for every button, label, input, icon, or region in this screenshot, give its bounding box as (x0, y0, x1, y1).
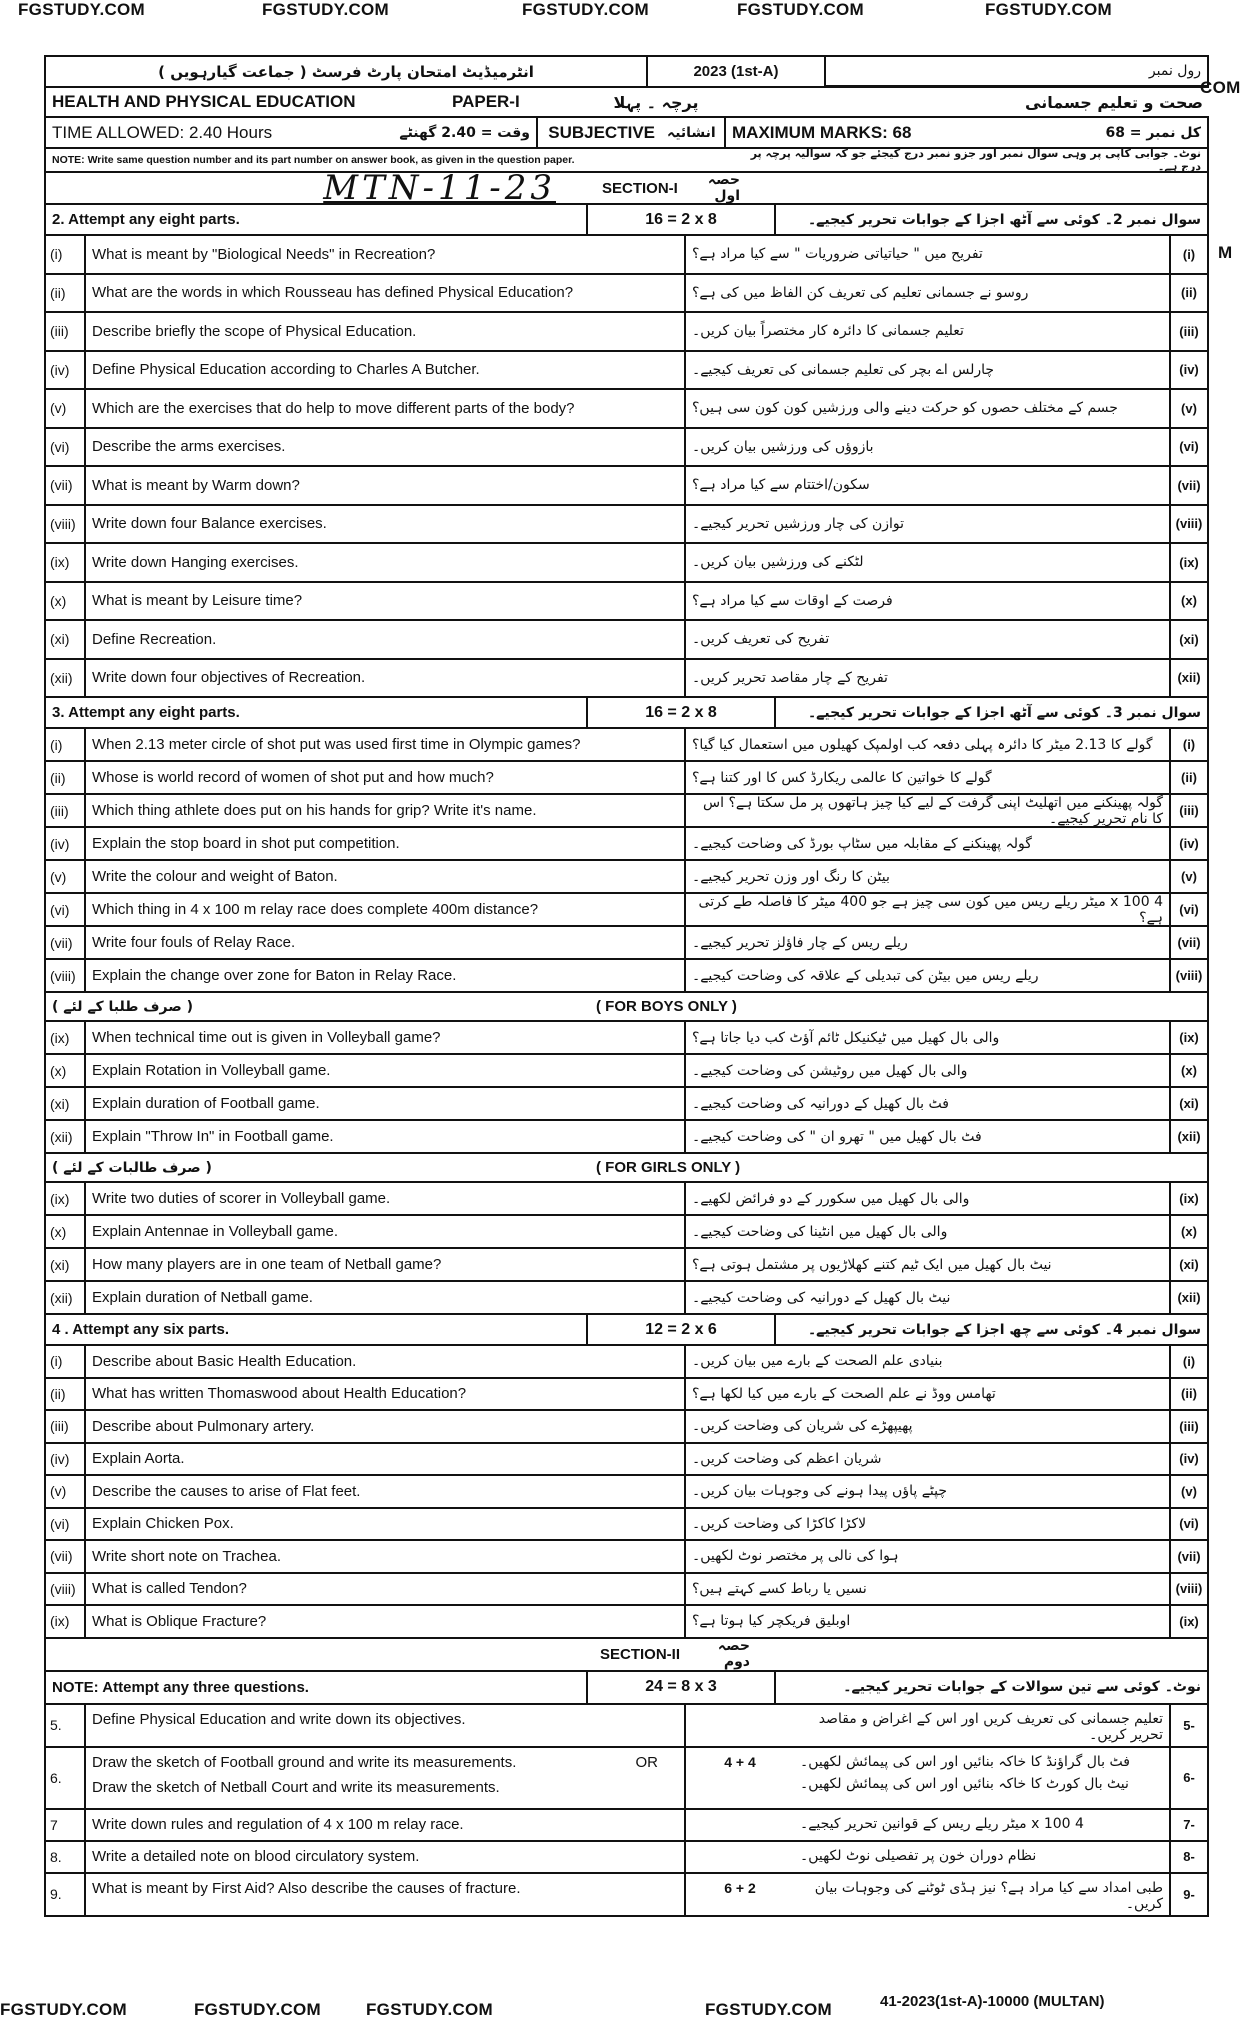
part-number: (i) (50, 246, 63, 263)
question-part-row (44, 1181, 1209, 1214)
question-part-row (44, 826, 1209, 859)
watermark: FGSTUDY.COM (18, 0, 146, 19)
q3-girls-parts (44, 1181, 1209, 1313)
part-number: (vi) (50, 438, 70, 455)
part-number: (vii) (50, 934, 73, 951)
part-text-english: Write the colour and weight of Baton. (84, 861, 684, 892)
part-text-english: What are the words in which Rousseau has defined Physical Education? (84, 275, 684, 312)
part-text-english: What is Oblique Fracture? (84, 1606, 684, 1637)
part-text-english: Explain the stop board in shot put competition. (84, 828, 684, 859)
part-text-urdu: چپٹے پاؤں پیدا ہونے کی وجوہات بیان کریں۔ (684, 1476, 1169, 1507)
part-text-urdu: بنیادی علم الصحت کے بارے میں بیان کریں۔ (684, 1346, 1169, 1377)
question-part-row (44, 1214, 1209, 1247)
long-question-row (44, 1872, 1209, 1917)
long-question-row (44, 1808, 1209, 1840)
part-number-urdu-side: (ix) (1169, 1022, 1207, 1053)
q4-instruction: 4 . Attempt any six parts. (52, 1321, 229, 1338)
part-text-english: Explain the change over zone for Baton in Relay Race. (84, 960, 684, 991)
part-text-english: When technical time out is given in Volleyball game? (84, 1022, 684, 1053)
question-part-row (44, 1377, 1209, 1410)
question-number-urdu-side: 7- (1169, 1810, 1207, 1840)
section-2-label: SECTION-II (599, 1645, 680, 1663)
question-part-row (44, 958, 1209, 991)
watermark: FGSTUDY.COM (366, 2000, 494, 2019)
question-part-row (44, 234, 1209, 273)
question-part-row (44, 1020, 1209, 1053)
part-number-urdu-side: (v) (1169, 1476, 1207, 1507)
header-subject-row (44, 86, 1209, 116)
part-text-urdu: تفریح میں " حیاتیاتی ضروریات " سے کیا مراد ہے؟ (684, 236, 1169, 273)
question-part-row (44, 727, 1209, 760)
part-number: (ii) (50, 1385, 66, 1402)
question-part-row (44, 542, 1209, 581)
part-text-english: Explain Antennae in Volleyball game. (84, 1216, 684, 1247)
part-text-english: Define Physical Education according to Charles A Butcher. (84, 352, 684, 389)
part-number: (x) (50, 1223, 67, 1240)
part-number-urdu-side: (i) (1169, 236, 1207, 273)
part-number-urdu-side: (iv) (1169, 828, 1207, 859)
section-1-header (44, 168, 1209, 208)
part-number: (ix) (50, 554, 70, 571)
part-text-english: What has written Thomaswood about Health Education? (84, 1379, 684, 1410)
q3-marks: 16 = 2 x 8 (586, 698, 776, 727)
part-text-english: Write short note on Trachea. (84, 1541, 684, 1572)
part-text-english: Explain duration of Football game. (84, 1088, 684, 1119)
time-allowed-urdu: وقت = 2.40 گھنٹے (399, 124, 530, 141)
part-number-urdu-side: (iii) (1169, 795, 1207, 826)
header-time-row (44, 116, 1209, 147)
question-part-row (44, 1119, 1209, 1152)
section-1-label: SECTION-I (602, 179, 678, 197)
part-text-english: Describe the arms exercises. (84, 429, 684, 466)
q2-parts (44, 234, 1209, 696)
part-text-urdu: روسو نے جسمانی تعلیم کی تعریف کن الفاظ میں کی ہے؟ (684, 275, 1169, 312)
part-number-urdu-side: (i) (1169, 729, 1207, 760)
part-text-urdu: نسیں یا رباط کسے کہتے ہیں؟ (684, 1574, 1169, 1605)
part-number: (x) (50, 592, 67, 609)
part-text-urdu: گولے کا خواتین کا عالمی ریکارڈ کس کا اور کتنا ہے؟ (684, 762, 1169, 793)
question-part-row (44, 619, 1209, 658)
max-marks-english: MAXIMUM MARKS: 68 (732, 122, 912, 142)
part-number-urdu-side: (x) (1169, 1055, 1207, 1086)
question-text-urdu: 4 x 100 میٹر ریلے ریس کے قوانین تحریر کیجیے۔ (800, 1815, 1084, 1832)
question-marks: 4 + 4 (684, 1748, 794, 1808)
part-number: (v) (50, 400, 67, 417)
boys-only-english: ( FOR BOYS ONLY ) (596, 998, 737, 1015)
question-number: 5. (50, 1717, 62, 1733)
question-part-row (44, 350, 1209, 389)
long-question-row (44, 1746, 1209, 1808)
part-text-english: Explain "Throw In" in Football game. (84, 1121, 684, 1152)
handwritten-code: MTN-11-23 (323, 168, 556, 208)
question-text-english: Write down rules and regulation of 4 x 100 m relay race. (92, 1815, 464, 1833)
part-text-urdu: شریان اعظم کی وضاحت کریں۔ (684, 1444, 1169, 1475)
part-text-urdu: لاکڑا کاکڑا کی وضاحت کریں۔ (684, 1509, 1169, 1540)
part-text-urdu: ریلے ریس کے چار فاؤلز تحریر کیجیے۔ (684, 927, 1169, 958)
part-text-urdu: جسم کے مختلف حصوں کو حرکت دینے والی ورزشیں کون کون سی ہیں؟ (684, 390, 1169, 427)
part-number: (iv) (50, 1450, 70, 1467)
part-number: (vii) (50, 477, 73, 494)
question-marks (684, 1705, 794, 1746)
part-number-urdu-side: (ii) (1169, 762, 1207, 793)
question-number-urdu-side: 6- (1169, 1748, 1207, 1808)
long-question-row (44, 1703, 1209, 1746)
question-text-urdu: فٹ بال گراؤنڈ کا خاکہ بنائیں اور اس کی پیمائش لکھیں۔ (800, 1753, 1130, 1770)
max-marks-urdu: کل نمبر = 68 (1105, 124, 1201, 141)
part-text-urdu: تفریح کے چار مقاصد تحریر کریں۔ (684, 660, 1169, 697)
part-number: (xi) (50, 631, 70, 648)
question-number-urdu-side: 8- (1169, 1842, 1207, 1872)
question-part-row (44, 892, 1209, 925)
subjective-urdu: انشائیہ (661, 118, 726, 147)
part-number: (xii) (50, 669, 73, 686)
part-number-urdu-side: (vi) (1169, 429, 1207, 466)
question-part-row (44, 1053, 1209, 1086)
part-text-english: What is called Tendon? (84, 1574, 684, 1605)
question-part-row (44, 1604, 1209, 1637)
q2-instruction: 2. Attempt any eight parts. (52, 211, 240, 228)
part-number: (ix) (50, 1613, 70, 1630)
part-text-english: Write two duties of scorer in Volleyball game. (84, 1183, 684, 1214)
question-part-row (44, 1474, 1209, 1507)
part-text-english: Which are the exercises that do help to move different parts of the body? (84, 390, 684, 427)
part-text-urdu: سکون/اختتام سے کیا مراد ہے؟ (684, 467, 1169, 504)
part-number: (xi) (50, 1256, 70, 1273)
part-text-english: Write four fouls of Relay Race. (84, 927, 684, 958)
part-number-urdu-side: (ix) (1169, 1183, 1207, 1214)
part-text-urdu: توازن کی چار ورزشیں تحریر کیجیے۔ (684, 506, 1169, 543)
exam-paper (44, 55, 1209, 1917)
question-text-english-alt: Draw the sketch of Netball Court and write its measurements. (92, 1778, 500, 1796)
watermark: FGSTUDY.COM (194, 2000, 322, 2019)
part-number: (ii) (50, 769, 66, 786)
part-number: (x) (50, 1062, 67, 1079)
part-number-urdu-side: (xii) (1169, 1282, 1207, 1313)
part-text-urdu: والی بال کھیل میں ٹیکنیکل ٹائم آؤٹ کب دیا جاتا ہے؟ (684, 1022, 1169, 1053)
section-2-header (44, 1637, 1209, 1670)
part-text-urdu: نیٹ بال کھیل میں ایک ٹیم کتنے کھلاڑیوں پر مشتمل ہوتی ہے؟ (684, 1249, 1169, 1280)
part-text-english: What is meant by Warm down? (84, 467, 684, 504)
part-text-urdu: بیٹن کا رنگ اور وزن تحریر کیجیے۔ (684, 861, 1169, 892)
part-number-urdu-side: (v) (1169, 861, 1207, 892)
q3-parts (44, 727, 1209, 991)
part-text-urdu: فٹ بال کھیل میں " تھرو ان " کی وضاحت کیجیے۔ (684, 1121, 1169, 1152)
question-part-row (44, 1539, 1209, 1572)
part-number-urdu-side: (vi) (1169, 1509, 1207, 1540)
part-text-english: Which thing athlete does put on his hands for grip? Write it's name. (84, 795, 684, 826)
part-number: (viii) (50, 967, 76, 984)
section-2-marks: 24 = 8 x 3 (586, 1672, 776, 1703)
q3-instruction-urdu: سوال نمبر 3۔ کوئی سے آٹھ اجزا کے جوابات تحریر کیجیے۔ (807, 704, 1201, 721)
part-text-urdu: والی بال کھیل میں سکورر کے دو فرائض لکھیے۔ (684, 1183, 1169, 1214)
part-text-urdu: بازوؤں کی ورزشیں بیان کریں۔ (684, 429, 1169, 466)
subject-urdu: صحت و تعلیم جسمانی (1025, 92, 1203, 112)
question-number: 6. (50, 1769, 62, 1786)
roll-number-field: رول نمبر (826, 57, 1207, 86)
part-number: (vi) (50, 901, 70, 918)
girls-only-header (44, 1152, 1209, 1181)
question-number: 7 (50, 1816, 58, 1833)
paper-english: PAPER-I (452, 92, 520, 111)
question-part-row (44, 793, 1209, 826)
question-part-row (44, 311, 1209, 350)
part-number: (i) (50, 736, 63, 753)
question-marks (684, 1810, 794, 1840)
part-number: (vii) (50, 1548, 73, 1565)
part-number-urdu-side: (viii) (1169, 506, 1207, 543)
part-number-urdu-side: (xii) (1169, 660, 1207, 697)
part-text-english: Write down four objectives of Recreation. (84, 660, 684, 697)
watermark: FGSTUDY.COM (0, 2000, 128, 2019)
q4-instruction-urdu: سوال نمبر 4۔ کوئی سے چھ اجزا کے جوابات تحریر کیجیے۔ (807, 1321, 1201, 1338)
watermark: FGSTUDY.COM (522, 0, 650, 19)
part-number-urdu-side: (iv) (1169, 352, 1207, 389)
part-number: (iii) (50, 802, 69, 819)
part-text-english: What is meant by "Biological Needs" in Recreation? (84, 236, 684, 273)
question-text-urdu-alt: نیٹ بال کورٹ کا خاکہ بنائیں اور اس کی پیمائش لکھیں۔ (800, 1775, 1129, 1792)
paper-urdu: پرچہ ۔ پہلا (613, 92, 699, 112)
part-number: (v) (50, 1483, 67, 1500)
part-text-urdu: گولہ پھینکنے کے مقابلہ میں سٹاپ بورڈ کی وضاحت کیجیے۔ (684, 828, 1169, 859)
part-text-urdu: 4 x 100 میٹر ریلے ریس میں کون سی چیز ہے جو 400 میٹر کا فاصلہ طے کرتی ہے؟ (684, 894, 1169, 925)
part-text-english: Explain Aorta. (84, 1444, 684, 1475)
question-text-english: Write a detailed note on blood circulatory system. (92, 1847, 420, 1865)
subjective-label: SUBJECTIVE (536, 118, 661, 147)
part-number: (i) (50, 1353, 63, 1370)
part-number: (ii) (50, 284, 66, 301)
part-text-english: Write down Hanging exercises. (84, 544, 684, 581)
question-part-row (44, 1572, 1209, 1605)
watermark: M (1218, 243, 1233, 262)
question-text-urdu: تعلیم جسمانی کی تعریف کریں اور اس کے اغراض و مقاصد تحریر کریں۔ (818, 1710, 1163, 1743)
question-part-row (44, 859, 1209, 892)
part-number-urdu-side: (x) (1169, 583, 1207, 620)
part-text-urdu: تفریح کی تعریف کریں۔ (684, 621, 1169, 658)
part-number-urdu-side: (xi) (1169, 621, 1207, 658)
part-text-english: Explain Chicken Pox. (84, 1509, 684, 1540)
part-number-urdu-side: (viii) (1169, 960, 1207, 991)
part-text-urdu: تھامس ووڈ نے علم الصحت کے بارے میں کیا لکھا ہے؟ (684, 1379, 1169, 1410)
part-text-urdu: گولے کا 2.13 میٹر کا دائرہ پہلی دفعہ کب اولمپک کھیلوں میں استعمال کیا گیا؟ (684, 729, 1169, 760)
or-label: OR (635, 1753, 658, 1771)
section-2-note: NOTE: Attempt any three questions. (52, 1678, 309, 1696)
question-number-urdu-side: 5- (1169, 1705, 1207, 1746)
part-number-urdu-side: (i) (1169, 1346, 1207, 1377)
part-text-urdu: فرصت کے اوقات سے کیا مراد ہے؟ (684, 583, 1169, 620)
watermark: FGSTUDY.COM (262, 0, 390, 19)
part-text-english: How many players are in one team of Netball game? (84, 1249, 684, 1280)
header-title-row (44, 55, 1209, 86)
question-part-row (44, 427, 1209, 466)
part-text-english: When 2.13 meter circle of shot put was used first time in Olympic games? (84, 729, 684, 760)
exam-title-urdu: انٹرمیڈیٹ امتحان پارٹ فرسٹ ( جماعت گیارہویں ) (158, 62, 534, 81)
part-number-urdu-side: (x) (1169, 1216, 1207, 1247)
q4-marks: 12 = 2 x 6 (586, 1315, 776, 1344)
time-allowed-english: TIME ALLOWED: 2.40 Hours (52, 122, 273, 142)
part-text-urdu: تعلیم جسمانی کا دائرہ کار مختصراً بیان کریں۔ (684, 313, 1169, 350)
part-text-urdu: والی بال کھیل میں روٹیشن کی وضاحت کیجیے۔ (684, 1055, 1169, 1086)
section-2-note-row (44, 1670, 1209, 1703)
header-note-row (44, 147, 1209, 171)
part-number-urdu-side: (xi) (1169, 1249, 1207, 1280)
question-number-urdu-side: 9- (1169, 1874, 1207, 1915)
question-text-english: Define Physical Education and write down its objectives. (92, 1710, 466, 1728)
question-marks (684, 1842, 794, 1872)
part-number: (iv) (50, 835, 70, 852)
part-number: (xii) (50, 1289, 73, 1306)
question-part-row (44, 273, 1209, 312)
part-text-urdu: والی بال کھیل میں انٹینا کی وضاحت کیجیے۔ (684, 1216, 1169, 1247)
question-part-row (44, 1409, 1209, 1442)
part-number: (ix) (50, 1029, 70, 1046)
question-part-row (44, 1280, 1209, 1313)
part-number-urdu-side: (viii) (1169, 1574, 1207, 1605)
part-number-urdu-side: (vii) (1169, 1541, 1207, 1572)
part-text-urdu: چارلس اے بچر کی تعلیم جسمانی کی تعریف کیجیے۔ (684, 352, 1169, 389)
part-number-urdu-side: (iv) (1169, 1444, 1207, 1475)
question-number: 9. (50, 1886, 62, 1902)
section-1-label-urdu: حصہ اول (707, 172, 740, 204)
question-text-english: Draw the sketch of Football ground and write its measurements. (92, 1753, 517, 1771)
question-part-row (44, 581, 1209, 620)
part-text-urdu: ہوا کی نالی پر مختصر نوٹ لکھیں۔ (684, 1541, 1169, 1572)
part-number-urdu-side: (vii) (1169, 927, 1207, 958)
question-part-row (44, 1247, 1209, 1280)
question-text-urdu: طبی امداد سے کیا مراد ہے؟ نیز ہڈی ٹوٹنے کی وجوہات بیان کریں۔ (814, 1879, 1163, 1912)
watermark: FGSTUDY.COM (705, 2000, 833, 2019)
part-number-urdu-side: (ix) (1169, 1606, 1207, 1637)
part-text-english: Describe the causes to arise of Flat feet. (84, 1476, 684, 1507)
q3-instruction: 3. Attempt any eight parts. (52, 704, 240, 721)
part-number-urdu-side: (ix) (1169, 544, 1207, 581)
q3-boys-parts (44, 1020, 1209, 1152)
part-text-urdu: نیٹ بال کھیل کے دورانیہ کی وضاحت کیجیے۔ (684, 1282, 1169, 1313)
q2-instruction-urdu: سوال نمبر 2۔ کوئی سے آٹھ اجزا کے جوابات تحریر کیجیے۔ (807, 211, 1201, 228)
part-number: (xii) (50, 1128, 73, 1145)
part-number: (ix) (50, 1190, 70, 1207)
section-2-note-urdu: نوٹ۔ کوئی سے تین سوالات کے جوابات تحریر کیجیے۔ (843, 1679, 1201, 1695)
q2-header (44, 203, 1209, 234)
q3-header (44, 696, 1209, 727)
q4-header (44, 1313, 1209, 1344)
question-part-row (44, 465, 1209, 504)
part-text-urdu: ریلے ریس میں بیٹن کی تبدیلی کے علاقہ کی وضاحت کیجیے۔ (684, 960, 1169, 991)
part-number-urdu-side: (iii) (1169, 1411, 1207, 1442)
question-part-row (44, 504, 1209, 543)
part-number-urdu-side: (ii) (1169, 275, 1207, 312)
part-number: (iii) (50, 323, 69, 340)
part-text-urdu: فٹ بال کھیل کے دورانیہ کی وضاحت کیجیے۔ (684, 1088, 1169, 1119)
part-text-english: Which thing in 4 x 100 m relay race does complete 400m distance? (84, 894, 684, 925)
part-text-english: Explain Rotation in Volleyball game. (84, 1055, 684, 1086)
part-number-urdu-side: (iii) (1169, 313, 1207, 350)
part-text-urdu: اوبلیق فریکچر کیا ہوتا ہے؟ (684, 1606, 1169, 1637)
note-english: NOTE: Write same question number and its part number on answer book, as given in the question paper. (52, 154, 575, 166)
question-text-english: What is meant by First Aid? Also describe the causes of fracture. (92, 1879, 521, 1897)
question-marks: 6 + 2 (684, 1874, 794, 1915)
question-text-urdu: نظام دوران خون پر تفصیلی نوٹ لکھیں۔ (800, 1847, 1037, 1864)
paper-code: 41-2023(1st-A)-10000 (MULTAN) (880, 1993, 1105, 2010)
boys-only-header (44, 991, 1209, 1020)
q2-marks: 16 = 2 x 8 (586, 205, 776, 234)
section-2-label-urdu: حصہ دوم (717, 1638, 750, 1670)
part-text-english: Describe about Pulmonary artery. (84, 1411, 684, 1442)
part-text-english: Describe briefly the scope of Physical Education. (84, 313, 684, 350)
part-number: (xi) (50, 1095, 70, 1112)
part-text-urdu: لٹکنے کی ورزشیں بیان کریں۔ (684, 544, 1169, 581)
part-text-urdu: گولہ پھینکنے میں اتھلیٹ اپنی گرفت کے لیے کیا چیز ہاتھوں پر مل سکتا ہے؟ اس کا نام تحریر کیجیے۔ (684, 795, 1169, 826)
part-number-urdu-side: (ii) (1169, 1379, 1207, 1410)
session-label: 2023 (1st-A) (646, 57, 826, 86)
part-number: (vi) (50, 1515, 70, 1532)
part-text-english: Define Recreation. (84, 621, 684, 658)
part-number-urdu-side: (vii) (1169, 467, 1207, 504)
question-part-row (44, 1344, 1209, 1377)
question-part-row (44, 760, 1209, 793)
question-part-row (44, 658, 1209, 697)
part-text-english: Write down four Balance exercises. (84, 506, 684, 543)
part-text-english: What is meant by Leisure time? (84, 583, 684, 620)
part-number: (iv) (50, 361, 70, 378)
part-text-english: Explain duration of Netball game. (84, 1282, 684, 1313)
part-number: (v) (50, 868, 67, 885)
section-2-questions (44, 1703, 1209, 1917)
question-number: 8. (50, 1848, 62, 1865)
long-question-row (44, 1840, 1209, 1872)
part-number-urdu-side: (xii) (1169, 1121, 1207, 1152)
girls-only-english: ( FOR GIRLS ONLY ) (596, 1159, 741, 1176)
part-number: (viii) (50, 515, 76, 532)
question-part-row (44, 1507, 1209, 1540)
part-number-urdu-side: (xi) (1169, 1088, 1207, 1119)
watermark: COM (1200, 78, 1241, 97)
part-number-urdu-side: (vi) (1169, 894, 1207, 925)
watermark: FGSTUDY.COM (737, 0, 865, 19)
part-number-urdu-side: (v) (1169, 390, 1207, 427)
part-text-english: Whose is world record of women of shot put and how much? (84, 762, 684, 793)
part-number: (iii) (50, 1418, 69, 1435)
watermark: FGSTUDY.COM (985, 0, 1113, 19)
part-text-urdu: پھیپھڑے کی شریان کی وضاحت کریں۔ (684, 1411, 1169, 1442)
question-part-row (44, 388, 1209, 427)
note-urdu: نوٹ۔ جوابی کاپی پر وہی سوال نمبر اور جزو نمبر درج کیجئے جو کہ سوالیہ پرچہ پر درج ہے۔ (750, 147, 1201, 173)
part-number: (viii) (50, 1580, 76, 1597)
question-part-row (44, 1442, 1209, 1475)
question-part-row (44, 925, 1209, 958)
subject-english: HEALTH AND PHYSICAL EDUCATION (52, 92, 356, 111)
q4-parts (44, 1344, 1209, 1637)
girls-only-urdu: ( صرف طالبات کے لئے ) (52, 1159, 212, 1176)
question-part-row (44, 1086, 1209, 1119)
boys-only-urdu: ( صرف طلبا کے لئے ) (52, 998, 194, 1015)
part-text-english: Describe about Basic Health Education. (84, 1346, 684, 1377)
